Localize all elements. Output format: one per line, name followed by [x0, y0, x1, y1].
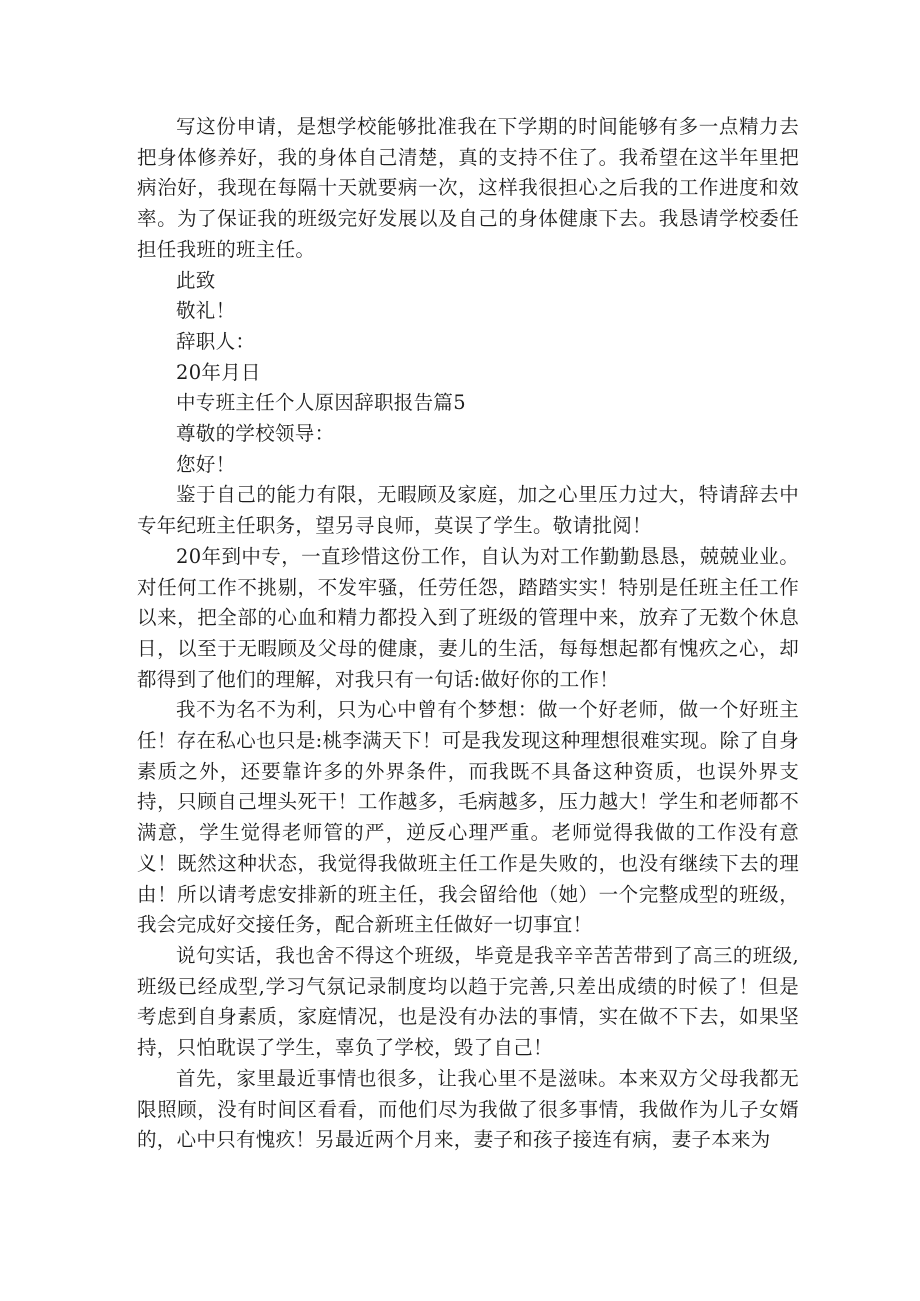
paragraph-leave-request: 写这份申请，是想学校能够批准我在下学期的时间能够有多一点精力去把身体修养好，我的身体自己清楚，真的支持不住了。我希望在这半年里把病治好，我现在每隔十天就要病一次，这样我很担心之后我的工作进度和效率。为了保证我的班级完好发展以及自己的身体健康下去。我恳请学校委任担任我班的班主任。 [137, 115, 799, 261]
paragraph-family: 首先，家里最近事情也很多，让我心里不是滋味。本来双方父母我都无限照顾，没有时间区看看，而他们尽为我做了很多事情，我做作为儿子女婿的，心中只有愧疚！另最近两个月来，妻子和孩子接连有病，妻子本来为 [137, 1066, 799, 1152]
section-title: 中专班主任个人原因辞职报告篇5 [176, 391, 466, 415]
paragraph-work-history: 20年到中专，一直珍惜这份工作，自认为对工作勤勤恳恳，兢兢业业。对任何工作不挑剔，不发牢骚，任劳任怨，踏踏实实！特别是任班主任工作以来，把全部的心血和精力都投入到了班级的管理中来，放弃了无数个休息日，以至于无暇顾及父母的健康，妻儿的生活，每每想起都有愧疚之心，却都得到了他们的理解，对我只有一句话:做好你的工作！ [137, 544, 799, 691]
signature-label: 辞职人： [176, 329, 256, 353]
paragraph-resignation-intro: 鉴于自己的能力有限，无暇顾及家庭，加之心里压力过大，特请辞去中专年纪班主任职务，望另寻良师，莫误了学生。敬请批阅！ [137, 483, 799, 538]
closing-regards: 敬礼！ [176, 299, 236, 323]
document-body [137, 112, 799, 1156]
date-line: 20年月日 [176, 360, 261, 384]
letter-addressee: 尊敬的学校领导： [176, 422, 335, 446]
letter-greeting: 您好！ [176, 452, 236, 476]
paragraph-dream: 我不为名不为利，只为心中曾有个梦想：做一个好老师，做一个好班主任！存在私心也只是:桃李满天下！可是我发现这种理想很难实现。除了自身素质之外，还要靠许多的外界条件，而我既不具备这种资质，也误外界支持，只顾自己埋头死干！工作越多，毛病越多，压力越大！学生和老师都不满意，学生觉得老师管的严，逆反心理严重。老师觉得我做的工作没有意义！既然这种状态，我觉得我做班主任工作是失败的，也没有继续下去的理由！所以请考虑安排新的班主任，我会留给他（她）一个完整成型的班级，我会完成好交接任务，配合新班主任做好一切事宜！ [137, 698, 799, 937]
closing-salutation: 此致 [176, 268, 216, 292]
paragraph-honest-words: 说句实话，我也舍不得这个班级，毕竟是我辛辛苦苦带到了高三的班级,班级已经成型,学习气氛记录制度均以趋于完善,只差出成绩的时候了！但是考虑到自身素质，家庭情况，也是没有办法的事情，实在做不下去，如果坚持，只怕耽误了学生，辜负了学校，毁了自己！ [137, 943, 799, 1060]
